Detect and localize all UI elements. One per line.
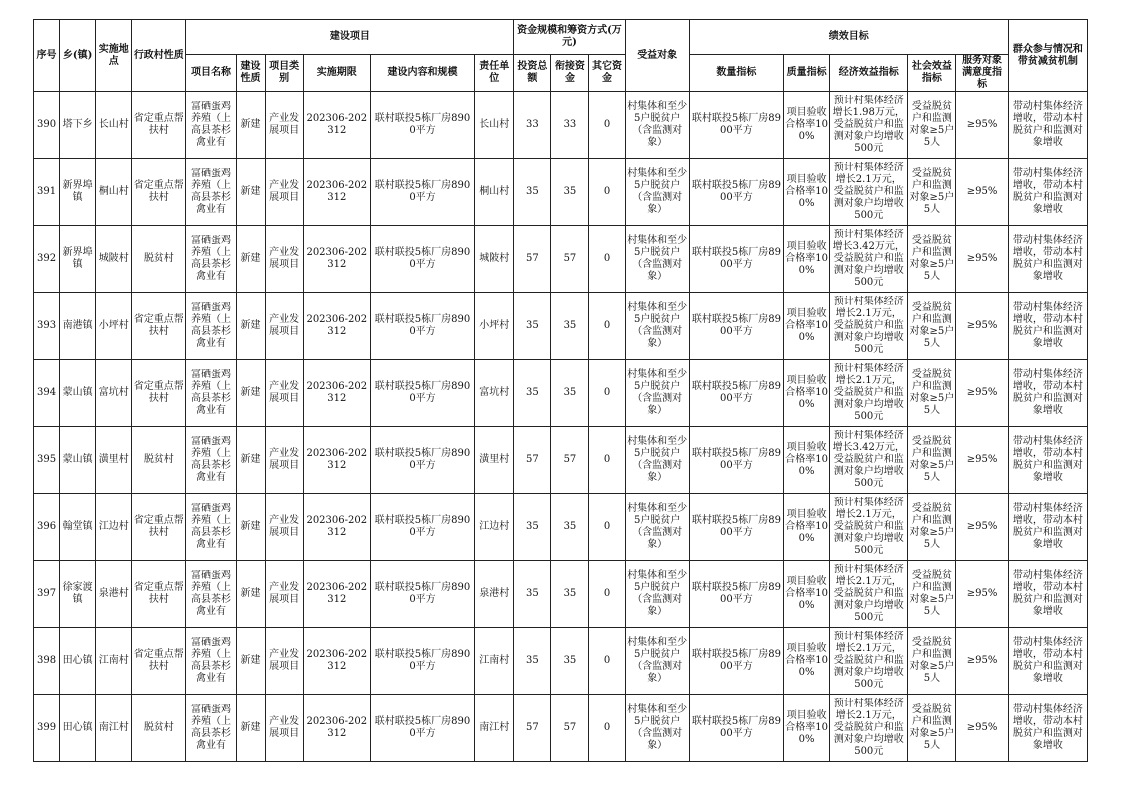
- cell-town: 蒙山镇: [60, 427, 96, 494]
- cell-project-name: [186, 92, 236, 159]
- cell-connected-funds: 57: [551, 226, 589, 293]
- cell-location: 潢里村: [96, 427, 132, 494]
- cell-village-nature: 脱贫村: [132, 695, 186, 762]
- cell-content-scale: 联村联投5栋厂房8900平方: [370, 628, 474, 695]
- cell-economic-indicator: [830, 360, 908, 427]
- cell-other-funds: 0: [589, 561, 625, 628]
- cell-project-name: [186, 159, 236, 226]
- cell-quality-indicator: 项目验收合格率100%: [784, 561, 830, 628]
- cell-project-category: 产业发展项目: [265, 561, 303, 628]
- cell-economic-indicator: [830, 159, 908, 226]
- header-performance: 绩效目标: [689, 20, 1008, 55]
- cell-town: 翰堂镇: [60, 494, 96, 561]
- cell-economic-indicator-text: 预计村集体经济增长2.1万元，受益脱贫户和监测对象户均增收500元: [833, 296, 904, 355]
- cell-project-category: 产业发展项目: [265, 226, 303, 293]
- cell-build-type: 新建: [236, 628, 265, 695]
- cell-seq: 397: [34, 561, 60, 628]
- cell-build-type: 新建: [236, 92, 265, 159]
- cell-period: 202306-202312: [303, 159, 370, 226]
- cell-total-investment: 35: [514, 494, 551, 561]
- cell-social-indicator: 受益脱贫户和监测对象≥5户5人: [908, 427, 956, 494]
- cell-period: 202306-202312: [303, 561, 370, 628]
- header-other-funds: 其它资金: [589, 55, 625, 92]
- cell-satisfaction-indicator: ≥95%: [956, 427, 1008, 494]
- cell-participation: 带动村集体经济增收，带动本村脱贫户和监测对象增收: [1008, 695, 1087, 762]
- cell-village-nature: 省定重点帮扶村: [132, 494, 186, 561]
- cell-location: 泉港村: [96, 561, 132, 628]
- cell-responsible-unit: 江南村: [475, 628, 514, 695]
- cell-social-indicator: 受益脱贫户和监测对象≥5户5人: [908, 695, 956, 762]
- header-build-type: 建设性质: [236, 55, 265, 92]
- cell-town: 田心镇: [60, 628, 96, 695]
- header-quality-indicator: 质量指标: [784, 55, 830, 92]
- cell-beneficiary: 村集体和至少5户脱贫户（含监测对象）: [625, 293, 689, 360]
- cell-build-type: 新建: [236, 360, 265, 427]
- cell-beneficiary: 村集体和至少5户脱贫户（含监测对象）: [625, 561, 689, 628]
- cell-satisfaction-indicator: ≥95%: [956, 159, 1008, 226]
- cell-total-investment: 35: [514, 360, 551, 427]
- cell-project-category: 产业发展项目: [265, 427, 303, 494]
- cell-period: 202306-202312: [303, 695, 370, 762]
- cell-period: 202306-202312: [303, 226, 370, 293]
- cell-village-nature: 省定重点帮扶村: [132, 628, 186, 695]
- header-project-category: 项目类别: [265, 55, 303, 92]
- cell-economic-indicator: [830, 92, 908, 159]
- cell-social-indicator: 受益脱贫户和监测对象≥5户5人: [908, 628, 956, 695]
- cell-build-type: 新建: [236, 561, 265, 628]
- cell-participation: 带动村集体经济增收，带动本村脱贫户和监测对象增收: [1008, 360, 1087, 427]
- table-row: [34, 628, 1088, 695]
- cell-project-name-text: 富硒蛋鸡养殖（上高县茶杉禽业有: [190, 168, 231, 215]
- cell-project-category: 产业发展项目: [265, 293, 303, 360]
- cell-participation: 带动村集体经济增收，带动本村脱贫户和监测对象增收: [1008, 494, 1087, 561]
- cell-project-name-text: 富硒蛋鸡养殖（上高县茶杉禽业有: [190, 436, 231, 483]
- cell-project-category: 产业发展项目: [265, 92, 303, 159]
- cell-economic-indicator-text: 预计村集体经济增长2.1万元，受益脱贫户和监测对象户均增收500元: [833, 363, 904, 422]
- cell-content-scale: 联村联投5栋厂房8900平方: [370, 159, 474, 226]
- cell-town: 田心镇: [60, 695, 96, 762]
- cell-quantity-indicator: 联村联投5栋厂房8900平方: [689, 226, 783, 293]
- cell-project-name-text: 富硒蛋鸡养殖（上高县茶杉禽业有: [190, 570, 231, 617]
- cell-location: 城陂村: [96, 226, 132, 293]
- header-quantity-indicator: 数量指标: [689, 55, 783, 92]
- cell-satisfaction-indicator: ≥95%: [956, 226, 1008, 293]
- cell-participation: 带动村集体经济增收，带动本村脱贫户和监测对象增收: [1008, 293, 1087, 360]
- cell-quantity-indicator: 联村联投5栋厂房8900平方: [689, 92, 783, 159]
- cell-quality-indicator: 项目验收合格率100%: [784, 159, 830, 226]
- cell-location: 江南村: [96, 628, 132, 695]
- cell-economic-indicator-text: 预计村集体经济增长1.98万元，受益脱贫户和监测对象户均增收500元: [832, 95, 905, 154]
- cell-seq: 391: [34, 159, 60, 226]
- cell-project-name-text: 富硒蛋鸡养殖（上高县茶杉禽业有: [190, 704, 231, 751]
- cell-village-nature: 省定重点帮扶村: [132, 159, 186, 226]
- cell-responsible-unit: 桐山村: [475, 159, 514, 226]
- cell-responsible-unit: 城陂村: [475, 226, 514, 293]
- cell-beneficiary: 村集体和至少5户脱贫户（含监测对象）: [625, 494, 689, 561]
- header-town: 乡(镇): [60, 20, 96, 92]
- cell-content-scale: 联村联投5栋厂房8900平方: [370, 360, 474, 427]
- cell-other-funds: 0: [589, 226, 625, 293]
- cell-social-indicator: 受益脱贫户和监测对象≥5户5人: [908, 561, 956, 628]
- header-total-investment: 投资总额: [514, 55, 551, 92]
- cell-participation: 带动村集体经济增收，带动本村脱贫户和监测对象增收: [1008, 159, 1087, 226]
- cell-quality-indicator: 项目验收合格率100%: [784, 360, 830, 427]
- cell-project-name: [186, 293, 236, 360]
- cell-satisfaction-indicator: ≥95%: [956, 494, 1008, 561]
- cell-satisfaction-indicator: ≥95%: [956, 360, 1008, 427]
- cell-project-name-text: 富硒蛋鸡养殖（上高县茶杉禽业有: [190, 101, 231, 148]
- cell-quantity-indicator: 联村联投5栋厂房8900平方: [689, 427, 783, 494]
- cell-quality-indicator: 项目验收合格率100%: [784, 293, 830, 360]
- cell-project-category: 产业发展项目: [265, 628, 303, 695]
- cell-participation: 带动村集体经济增收，带动本村脱贫户和监测对象增收: [1008, 561, 1087, 628]
- cell-quantity-indicator: 联村联投5栋厂房8900平方: [689, 695, 783, 762]
- cell-location: 小坪村: [96, 293, 132, 360]
- cell-social-indicator: 受益脱贫户和监测对象≥5户5人: [908, 360, 956, 427]
- cell-quality-indicator: 项目验收合格率100%: [784, 695, 830, 762]
- cell-satisfaction-indicator: ≥95%: [956, 293, 1008, 360]
- cell-other-funds: 0: [589, 360, 625, 427]
- table-row: [34, 427, 1088, 494]
- cell-project-category: 产业发展项目: [265, 159, 303, 226]
- table-row: [34, 695, 1088, 762]
- cell-project-name: [186, 360, 236, 427]
- header-funding: 资金规模和筹资方式(万元): [514, 20, 625, 55]
- cell-social-indicator: 受益脱贫户和监测对象≥5户5人: [908, 92, 956, 159]
- cell-content-scale: 联村联投5栋厂房8900平方: [370, 293, 474, 360]
- cell-connected-funds: 57: [551, 695, 589, 762]
- cell-connected-funds: 35: [551, 293, 589, 360]
- cell-quality-indicator: 项目验收合格率100%: [784, 92, 830, 159]
- header-construction-project: 建设项目: [186, 20, 514, 55]
- cell-responsible-unit: 江边村: [475, 494, 514, 561]
- table-row: [34, 360, 1088, 427]
- cell-beneficiary: 村集体和至少5户脱贫户（含监测对象）: [625, 159, 689, 226]
- cell-responsible-unit: 潢里村: [475, 427, 514, 494]
- cell-economic-indicator-text: 预计村集体经济增长2.1万元，受益脱贫户和监测对象户均增收500元: [833, 564, 904, 623]
- header-seq: 序号: [34, 20, 60, 92]
- cell-economic-indicator-text: 预计村集体经济增长3.42万元，受益脱贫户和监测对象户均增收500元: [832, 430, 905, 489]
- cell-build-type: 新建: [236, 159, 265, 226]
- header-participation: 群众参与情况和带贫减贫机制: [1008, 20, 1087, 92]
- table-body: [34, 92, 1088, 762]
- cell-town: 南港镇: [60, 293, 96, 360]
- cell-quality-indicator: 项目验收合格率100%: [784, 628, 830, 695]
- cell-town: 蒙山镇: [60, 360, 96, 427]
- header-content-scale: 建设内容和规模: [370, 55, 474, 92]
- cell-project-category: 产业发展项目: [265, 360, 303, 427]
- cell-seq: 390: [34, 92, 60, 159]
- cell-quantity-indicator: 联村联投5栋厂房8900平方: [689, 561, 783, 628]
- cell-participation: 带动村集体经济增收，带动本村脱贫户和监测对象增收: [1008, 427, 1087, 494]
- cell-town: 新界埠镇: [60, 159, 96, 226]
- cell-location: 长山村: [96, 92, 132, 159]
- cell-economic-indicator-text: 预计村集体经济增长3.42万元，受益脱贫户和监测对象户均增收500元: [832, 229, 905, 288]
- cell-project-name: [186, 226, 236, 293]
- cell-economic-indicator: [830, 427, 908, 494]
- cell-economic-indicator-text: 预计村集体经济增长2.1万元，受益脱贫户和监测对象户均增收500元: [833, 631, 904, 690]
- cell-connected-funds: 35: [551, 561, 589, 628]
- cell-economic-indicator-text: 预计村集体经济增长2.1万元，受益脱贫户和监测对象户均增收500元: [833, 698, 904, 757]
- cell-participation: 带动村集体经济增收，带动本村脱贫户和监测对象增收: [1008, 226, 1087, 293]
- cell-social-indicator: 受益脱贫户和监测对象≥5户5人: [908, 293, 956, 360]
- header-village-nature: 行政村性质: [132, 20, 186, 92]
- cell-project-name-text: 富硒蛋鸡养殖（上高县茶杉禽业有: [190, 302, 231, 349]
- cell-project-name-text: 富硒蛋鸡养殖（上高县茶杉禽业有: [190, 503, 231, 550]
- header-satisfaction-indicator: 服务对象满意度指标: [956, 55, 1008, 92]
- cell-beneficiary: 村集体和至少5户脱贫户（含监测对象）: [625, 360, 689, 427]
- cell-project-name-text: 富硒蛋鸡养殖（上高县茶杉禽业有: [190, 637, 231, 684]
- cell-connected-funds: 35: [551, 494, 589, 561]
- cell-other-funds: 0: [589, 159, 625, 226]
- cell-project-name: [186, 494, 236, 561]
- cell-other-funds: 0: [589, 92, 625, 159]
- header-economic-indicator: 经济效益指标: [830, 55, 908, 92]
- cell-other-funds: 0: [589, 427, 625, 494]
- cell-content-scale: 联村联投5栋厂房8900平方: [370, 494, 474, 561]
- cell-period: 202306-202312: [303, 427, 370, 494]
- cell-village-nature: 省定重点帮扶村: [132, 92, 186, 159]
- cell-beneficiary: 村集体和至少5户脱贫户（含监测对象）: [625, 695, 689, 762]
- cell-economic-indicator: [830, 494, 908, 561]
- cell-build-type: 新建: [236, 226, 265, 293]
- cell-build-type: 新建: [236, 293, 265, 360]
- cell-social-indicator: 受益脱贫户和监测对象≥5户5人: [908, 159, 956, 226]
- cell-seq: 398: [34, 628, 60, 695]
- table-row: [34, 494, 1088, 561]
- cell-total-investment: 57: [514, 226, 551, 293]
- table-row: [34, 226, 1088, 293]
- cell-connected-funds: 57: [551, 427, 589, 494]
- cell-quantity-indicator: 联村联投5栋厂房8900平方: [689, 628, 783, 695]
- cell-beneficiary: 村集体和至少5户脱贫户（含监测对象）: [625, 226, 689, 293]
- cell-total-investment: 57: [514, 695, 551, 762]
- cell-total-investment: 35: [514, 628, 551, 695]
- cell-town: 徐家渡镇: [60, 561, 96, 628]
- table-row: [34, 561, 1088, 628]
- cell-town: 塔下乡: [60, 92, 96, 159]
- cell-build-type: 新建: [236, 695, 265, 762]
- cell-quality-indicator: 项目验收合格率100%: [784, 494, 830, 561]
- table-row: [34, 293, 1088, 360]
- cell-content-scale: 联村联投5栋厂房8900平方: [370, 561, 474, 628]
- cell-social-indicator: 受益脱贫户和监测对象≥5户5人: [908, 494, 956, 561]
- cell-total-investment: 35: [514, 159, 551, 226]
- cell-period: 202306-202312: [303, 360, 370, 427]
- cell-satisfaction-indicator: ≥95%: [956, 695, 1008, 762]
- header-responsible-unit: 责任单位: [475, 55, 514, 92]
- cell-project-name-text: 富硒蛋鸡养殖（上高县茶杉禽业有: [190, 235, 231, 282]
- cell-period: 202306-202312: [303, 293, 370, 360]
- cell-responsible-unit: 富坑村: [475, 360, 514, 427]
- cell-period: 202306-202312: [303, 92, 370, 159]
- cell-connected-funds: 35: [551, 159, 589, 226]
- cell-project-name: [186, 628, 236, 695]
- cell-village-nature: 省定重点帮扶村: [132, 360, 186, 427]
- header-location: 实施地点: [96, 20, 132, 92]
- cell-total-investment: 33: [514, 92, 551, 159]
- cell-beneficiary: 村集体和至少5户脱贫户（含监测对象）: [625, 427, 689, 494]
- cell-quality-indicator: 项目验收合格率100%: [784, 427, 830, 494]
- cell-town: 新界埠镇: [60, 226, 96, 293]
- table-header: [34, 20, 1088, 92]
- cell-seq: 392: [34, 226, 60, 293]
- cell-project-name: [186, 561, 236, 628]
- cell-connected-funds: 35: [551, 360, 589, 427]
- cell-seq: 395: [34, 427, 60, 494]
- cell-total-investment: 35: [514, 561, 551, 628]
- cell-total-investment: 35: [514, 293, 551, 360]
- cell-location: 南江村: [96, 695, 132, 762]
- cell-quantity-indicator: 联村联投5栋厂房8900平方: [689, 159, 783, 226]
- cell-village-nature: 脱贫村: [132, 226, 186, 293]
- cell-project-name: [186, 427, 236, 494]
- cell-quantity-indicator: 联村联投5栋厂房8900平方: [689, 360, 783, 427]
- cell-project-name: [186, 695, 236, 762]
- cell-other-funds: 0: [589, 293, 625, 360]
- cell-economic-indicator-text: 预计村集体经济增长2.1万元，受益脱贫户和监测对象户均增收500元: [833, 162, 904, 221]
- cell-quantity-indicator: 联村联投5栋厂房8900平方: [689, 494, 783, 561]
- cell-content-scale: 联村联投5栋厂房8900平方: [370, 695, 474, 762]
- header-social-indicator: 社会效益指标: [908, 55, 956, 92]
- header-connected-funds: 衔接资金: [551, 55, 589, 92]
- cell-responsible-unit: 小坪村: [475, 293, 514, 360]
- cell-economic-indicator: [830, 561, 908, 628]
- cell-beneficiary: 村集体和至少5户脱贫户（含监测对象）: [625, 628, 689, 695]
- cell-other-funds: 0: [589, 628, 625, 695]
- cell-economic-indicator: [830, 293, 908, 360]
- cell-satisfaction-indicator: ≥95%: [956, 92, 1008, 159]
- cell-period: 202306-202312: [303, 494, 370, 561]
- cell-quality-indicator: 项目验收合格率100%: [784, 226, 830, 293]
- cell-economic-indicator: [830, 226, 908, 293]
- cell-seq: 399: [34, 695, 60, 762]
- table-row: [34, 92, 1088, 159]
- cell-seq: 393: [34, 293, 60, 360]
- cell-project-name-text: 富硒蛋鸡养殖（上高县茶杉禽业有: [190, 369, 231, 416]
- cell-satisfaction-indicator: ≥95%: [956, 628, 1008, 695]
- cell-satisfaction-indicator: ≥95%: [956, 561, 1008, 628]
- cell-seq: 394: [34, 360, 60, 427]
- cell-connected-funds: 35: [551, 628, 589, 695]
- cell-economic-indicator-text: 预计村集体经济增长2.1万元，受益脱贫户和监测对象户均增收500元: [833, 497, 904, 556]
- cell-project-category: 产业发展项目: [265, 695, 303, 762]
- cell-village-nature: 脱贫村: [132, 427, 186, 494]
- cell-period: 202306-202312: [303, 628, 370, 695]
- cell-beneficiary: 村集体和至少5户脱贫户（含监测对象）: [625, 92, 689, 159]
- cell-location: 江边村: [96, 494, 132, 561]
- cell-participation: 带动村集体经济增收，带动本村脱贫户和监测对象增收: [1008, 628, 1087, 695]
- cell-content-scale: 联村联投5栋厂房8900平方: [370, 226, 474, 293]
- cell-social-indicator: 受益脱贫户和监测对象≥5户5人: [908, 226, 956, 293]
- header-beneficiary: 受益对象: [625, 20, 689, 92]
- cell-connected-funds: 33: [551, 92, 589, 159]
- header-project-name: 项目名称: [186, 55, 236, 92]
- cell-economic-indicator: [830, 695, 908, 762]
- cell-other-funds: 0: [589, 494, 625, 561]
- cell-other-funds: 0: [589, 695, 625, 762]
- cell-village-nature: 省定重点帮扶村: [132, 293, 186, 360]
- cell-seq: 396: [34, 494, 60, 561]
- cell-location: 桐山村: [96, 159, 132, 226]
- cell-responsible-unit: 南江村: [475, 695, 514, 762]
- cell-responsible-unit: 长山村: [475, 92, 514, 159]
- cell-project-category: 产业发展项目: [265, 494, 303, 561]
- project-table: [33, 19, 1088, 762]
- cell-content-scale: 联村联投5栋厂房8900平方: [370, 92, 474, 159]
- cell-quantity-indicator: 联村联投5栋厂房8900平方: [689, 293, 783, 360]
- cell-content-scale: 联村联投5栋厂房8900平方: [370, 427, 474, 494]
- cell-economic-indicator: [830, 628, 908, 695]
- cell-participation: 带动村集体经济增收，带动本村脱贫户和监测对象增收: [1008, 92, 1087, 159]
- cell-location: 富坑村: [96, 360, 132, 427]
- cell-build-type: 新建: [236, 427, 265, 494]
- cell-village-nature: 省定重点帮扶村: [132, 561, 186, 628]
- cell-build-type: 新建: [236, 494, 265, 561]
- cell-total-investment: 57: [514, 427, 551, 494]
- header-period: 实施期限: [303, 55, 370, 92]
- table-row: [34, 159, 1088, 226]
- cell-responsible-unit: 泉港村: [475, 561, 514, 628]
